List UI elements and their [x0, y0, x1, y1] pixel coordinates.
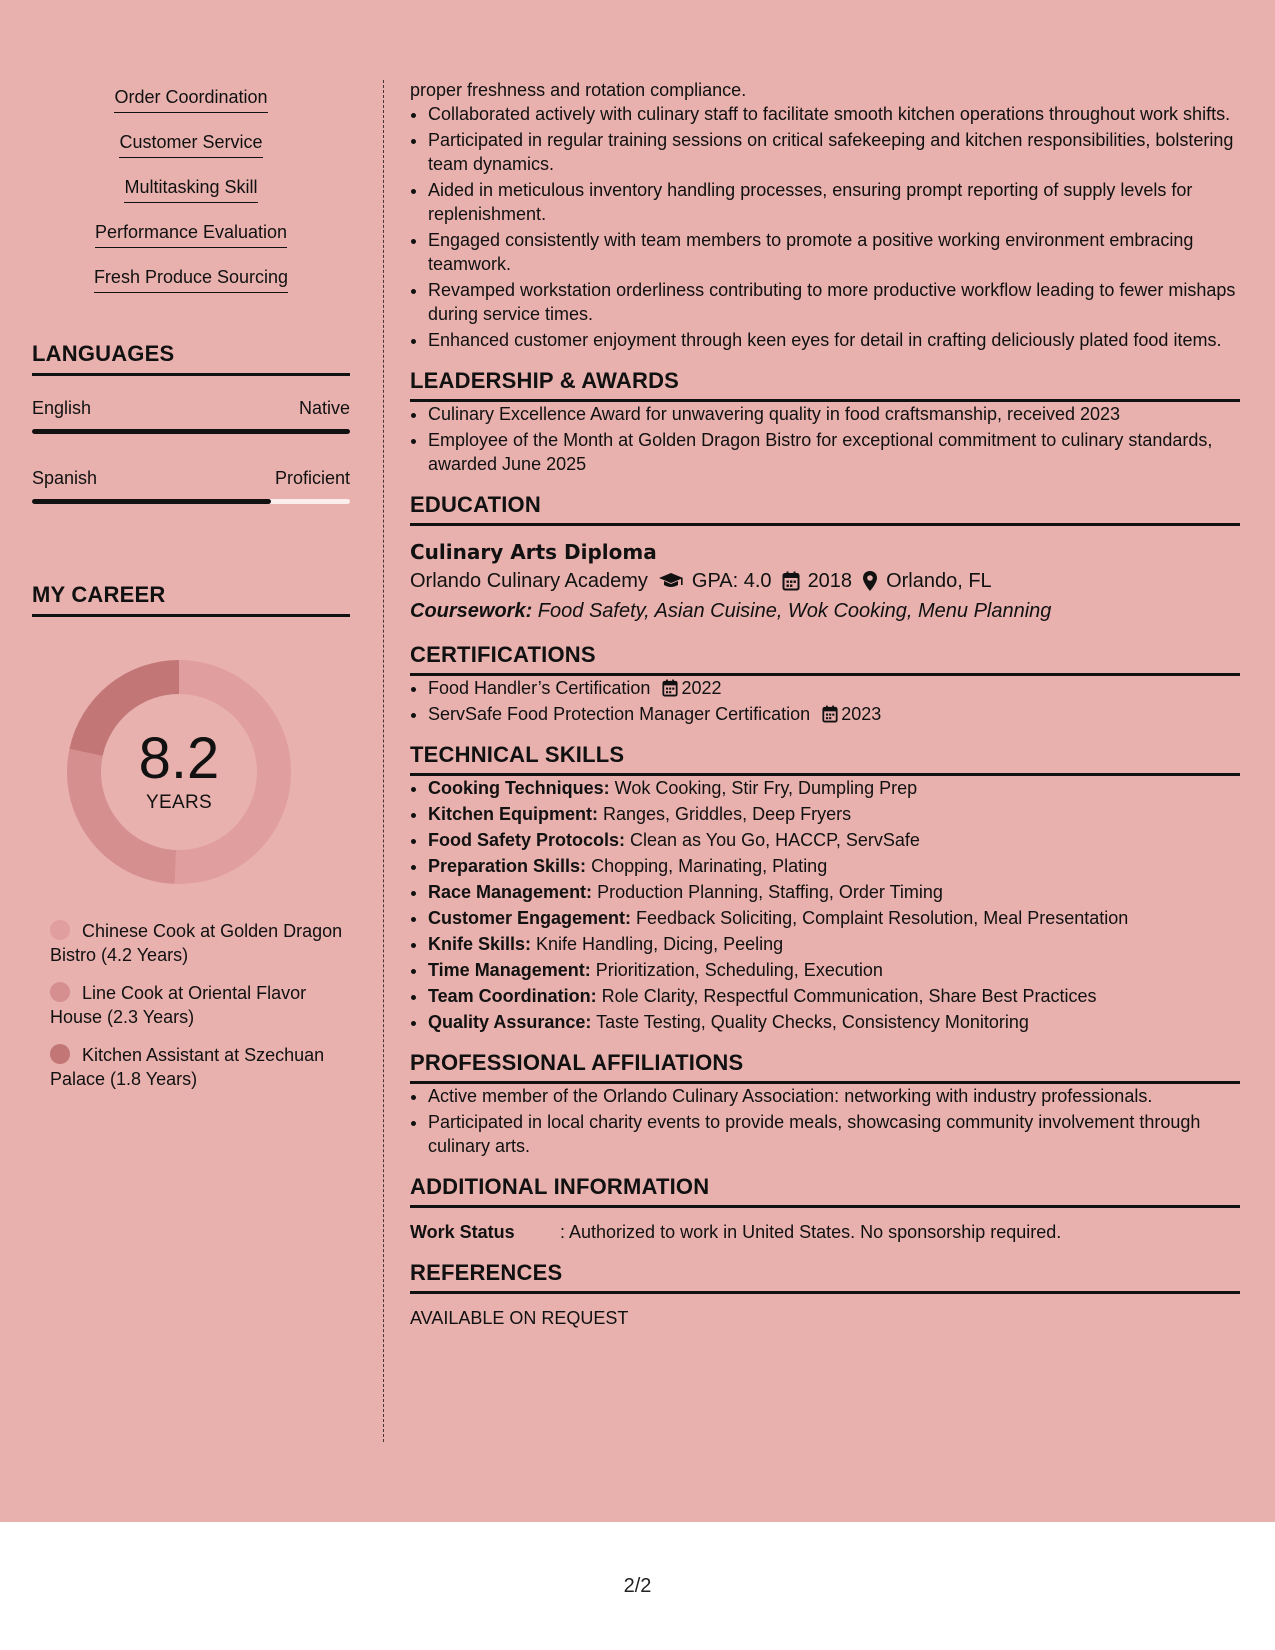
skill-values: Role Clarity, Respectful Communication, Share Best Practices — [596, 986, 1097, 1006]
list-item: • Participated in regular training sessions on critical safekeeping and kitchen responsibilities, bolstering team dynamics. — [428, 128, 1240, 176]
legend-item — [50, 919, 350, 967]
graduation-year: 2018 — [807, 570, 853, 592]
technical-skills-list — [410, 776, 1240, 1034]
experience-bullets — [410, 102, 1240, 352]
list-item — [32, 256, 350, 301]
affiliations-list — [410, 1084, 1240, 1158]
skill-values: Prioritization, Scheduling, Execution — [590, 960, 883, 980]
list-item: • Active member of the Orlando Culinary Association: networking with industry professionals. — [428, 1084, 1240, 1108]
leadership-heading: LEADERSHIP & AWARDS — [410, 368, 1240, 402]
list-item — [428, 702, 1240, 726]
work-status-value: : Authorized to work in United States. No sponsorship required. — [560, 1222, 1062, 1242]
language-row — [32, 468, 350, 489]
career-total-years: 8.2 — [138, 726, 220, 791]
donut-center — [66, 659, 292, 885]
affiliations-section — [410, 1050, 1240, 1158]
skill-category: Cooking Techniques: — [428, 778, 610, 798]
list-item — [428, 1010, 1240, 1034]
certifications-list — [410, 676, 1240, 726]
language-bar-fill — [32, 429, 350, 434]
certification-name: • ServSafe Food Protection Manager Certification — [428, 704, 811, 724]
affiliations-heading: PROFESSIONAL AFFILIATIONS — [410, 1050, 1240, 1084]
list-item: • Revamped workstation orderliness contributing to more productive workflow leading to fewer mishaps during service times. — [428, 278, 1240, 326]
calendar-icon — [662, 679, 678, 697]
list-item: • Employee of the Month at Golden Dragon Bistro for exceptional commitment to culinary standards, awarded June 2025 — [428, 428, 1240, 476]
references-heading: REFERENCES — [410, 1260, 1240, 1294]
certifications-section — [410, 642, 1240, 726]
list-item — [428, 776, 1240, 800]
language-bar — [32, 429, 350, 434]
experience-lead-text: proper freshness and rotation compliance. — [410, 80, 747, 100]
references-text: AVAILABLE ON REQUEST — [410, 1308, 629, 1328]
list-item — [428, 932, 1240, 956]
work-status-row — [410, 1220, 1240, 1244]
list-item — [32, 76, 350, 121]
certification-year: 2023 — [841, 704, 882, 724]
languages-heading: LANGUAGES — [32, 341, 350, 376]
right-column — [410, 78, 1240, 1330]
references-section — [410, 1260, 1240, 1330]
coursework-label: Coursework: — [410, 600, 533, 622]
skill-values: Production Planning, Staffing, Order Timing — [592, 882, 943, 902]
work-status-label: Work Status — [410, 1222, 515, 1242]
legend-dot — [50, 920, 70, 940]
skill-item: Performance Evaluation — [95, 211, 287, 248]
certification-year: 2022 — [681, 678, 722, 698]
list-item — [428, 984, 1240, 1008]
calendar-icon — [822, 705, 838, 723]
location-pin-icon — [862, 570, 878, 592]
graduation-cap-icon — [658, 572, 684, 590]
skill-values: Knife Handling, Dicing, Peeling — [531, 934, 784, 954]
legend-label: Kitchen Assistant at Szechuan Palace (1.8 Years) — [50, 1045, 325, 1089]
left-column — [32, 76, 350, 1105]
list-item — [32, 211, 350, 256]
school-name: Orlando Culinary Academy — [410, 570, 648, 592]
language-bar — [32, 499, 350, 504]
education-body — [410, 538, 1240, 626]
certifications-heading: CERTIFICATIONS — [410, 642, 1240, 676]
skill-category: Quality Assurance: — [428, 1012, 592, 1032]
list-item — [32, 121, 350, 166]
skill-values: Chopping, Marinating, Plating — [586, 856, 828, 876]
leadership-bullets — [410, 402, 1240, 476]
additional-info-section — [410, 1174, 1240, 1244]
list-item — [428, 676, 1240, 700]
list-item: • Aided in meticulous inventory handling processes, ensuring prompt reporting of supply levels for replenishment. — [428, 178, 1240, 226]
language-bar-fill — [32, 499, 271, 504]
skill-item: Order Coordination — [114, 76, 267, 113]
skill-values: Ranges, Griddles, Deep Fryers — [598, 804, 852, 824]
degree-title: Culinary Arts Diploma — [410, 540, 657, 564]
list-item — [428, 958, 1240, 982]
list-item: • Participated in local charity events to provide meals, showcasing community involvement through culinary arts. — [428, 1110, 1240, 1158]
list-item — [428, 854, 1240, 878]
legend-dot — [50, 982, 70, 1002]
list-item: • Culinary Excellence Award for unwavering quality in food craftsmanship, received 2023 — [428, 402, 1240, 426]
education-heading: EDUCATION — [410, 492, 1240, 526]
calendar-icon — [782, 571, 800, 591]
skill-category: Preparation Skills: — [428, 856, 587, 876]
skill-values: Wok Cooking, Stir Fry, Dumpling Prep — [609, 778, 918, 798]
language-name: Spanish — [32, 468, 98, 488]
skill-category: Food Safety Protocols: — [428, 830, 626, 850]
legend-dot — [50, 1044, 70, 1064]
languages-section — [32, 341, 350, 504]
column-divider — [383, 80, 384, 1442]
skill-item: Fresh Produce Sourcing — [94, 256, 288, 293]
list-item: • Collaborated actively with culinary staff to facilitate smooth kitchen operations throughout work shifts. — [428, 102, 1240, 126]
list-item — [32, 166, 350, 211]
skill-values: Feedback Soliciting, Complaint Resolution, Meal Presentation — [631, 908, 1129, 928]
skill-item: Multitasking Skill — [124, 166, 257, 203]
career-donut-chart — [66, 659, 292, 885]
legend-label: Chinese Cook at Golden Dragon Bistro (4.2 Years) — [50, 921, 343, 965]
education-details — [410, 566, 1240, 596]
list-item — [428, 906, 1240, 930]
school-location: Orlando, FL — [886, 570, 992, 592]
legend-item — [50, 1043, 350, 1091]
skill-values: Taste Testing, Quality Checks, Consistency Monitoring — [591, 1012, 1029, 1032]
page-number: 2/2 — [623, 1574, 652, 1597]
language-level: Proficient — [274, 468, 350, 488]
career-legend — [50, 919, 350, 1091]
skills-list — [32, 76, 350, 301]
list-item — [428, 828, 1240, 852]
leadership-section — [410, 368, 1240, 476]
technical-skills-heading: TECHNICAL SKILLS — [410, 742, 1240, 776]
language-level: Native — [298, 398, 350, 418]
page-footer — [0, 1522, 1275, 1650]
career-section — [32, 582, 350, 1091]
legend-label: Line Cook at Oriental Flavor House (2.3 Years) — [50, 983, 307, 1027]
list-item — [428, 880, 1240, 904]
education-section — [410, 492, 1240, 626]
legend-item — [50, 981, 350, 1029]
experience-continued — [410, 78, 1240, 352]
career-heading: MY CAREER — [32, 582, 350, 617]
skill-category: Kitchen Equipment: — [428, 804, 598, 824]
additional-info-heading: ADDITIONAL INFORMATION — [410, 1174, 1240, 1208]
list-item: • Engaged consistently with team members to promote a positive working environment embracing teamwork. — [428, 228, 1240, 276]
language-row — [32, 398, 350, 419]
skill-item: Customer Service — [119, 121, 262, 158]
skill-category: Race Management: — [428, 882, 593, 902]
list-item: • Enhanced customer enjoyment through keen eyes for detail in crafting deliciously plated food items. — [428, 328, 1240, 352]
skill-values: Clean as You Go, HACCP, ServSafe — [625, 830, 920, 850]
list-item — [428, 802, 1240, 826]
skill-category: Knife Skills: — [428, 934, 532, 954]
skill-category: Customer Engagement: — [428, 908, 632, 928]
technical-skills-section — [410, 742, 1240, 1034]
career-years-unit: YEARS — [146, 792, 212, 813]
language-name: English — [32, 398, 92, 418]
coursework — [410, 596, 1240, 626]
certification-name: • Food Handler’s Certification — [428, 678, 651, 698]
gpa-value: GPA: 4.0 — [691, 570, 772, 592]
skill-category: Time Management: — [428, 960, 591, 980]
skill-category: Team Coordination: — [428, 986, 597, 1006]
coursework-list: Food Safety, Asian Cuisine, Wok Cooking, Menu Planning — [532, 600, 1052, 622]
